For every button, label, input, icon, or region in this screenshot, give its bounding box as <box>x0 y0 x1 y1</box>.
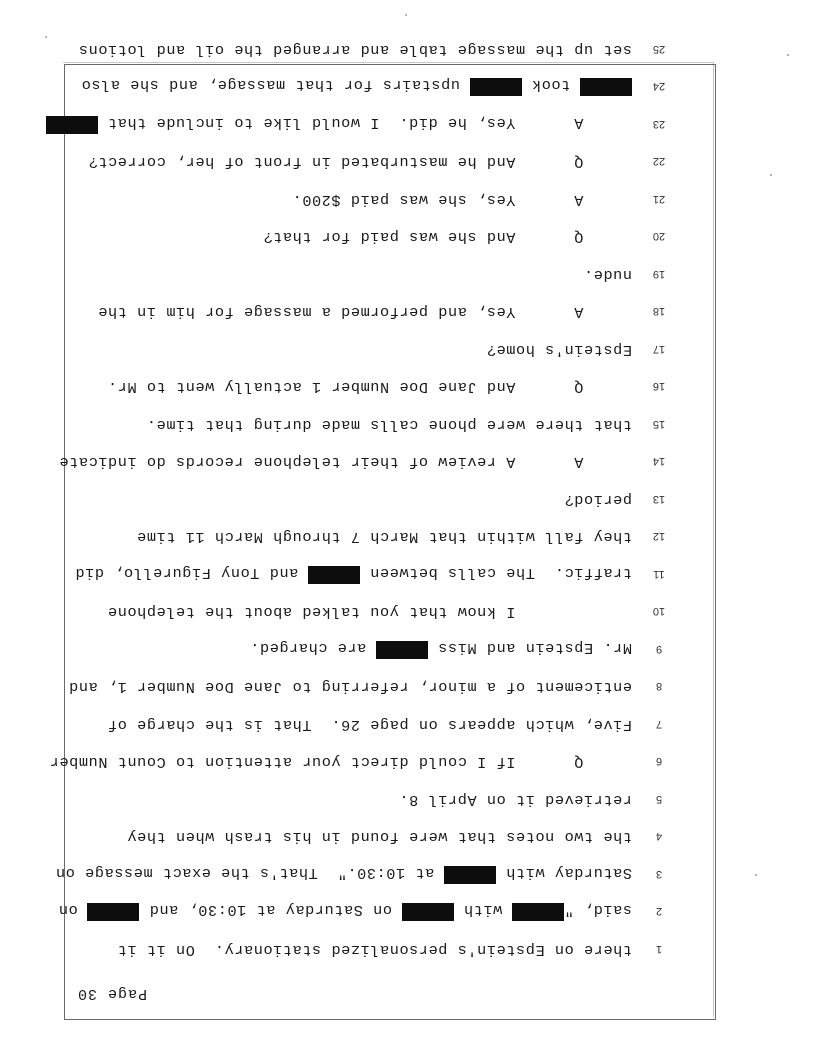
scan-speck <box>770 174 772 176</box>
line-text-segment: the two notes that were found in his trash when they <box>126 828 632 847</box>
line-number: 10 <box>652 605 666 618</box>
line-text <box>583 266 632 284</box>
line-text-segment: Q And Jane Doe Number 1 actually went to Mr. <box>107 378 632 397</box>
line-text <box>486 341 632 359</box>
line-number: 16 <box>652 380 666 393</box>
line-text-segment: on Saturday at 10:30, and <box>139 901 402 920</box>
line-number: 6 <box>655 755 663 768</box>
line-number: 7 <box>655 718 663 730</box>
line-number: 13 <box>652 493 666 505</box>
line-number: 5 <box>655 793 663 805</box>
line-text <box>88 154 632 172</box>
line-number: 18 <box>652 305 666 318</box>
redaction-block <box>444 866 496 884</box>
line-number: 9 <box>655 643 663 655</box>
line-text <box>399 791 632 809</box>
scan-speck <box>755 874 757 876</box>
line-text-segment: A Yes, she was paid $200. <box>292 191 632 209</box>
line-text <box>46 114 632 134</box>
line-text-segment: are charged. <box>249 639 376 657</box>
line-text-segment: there on Epstein's personalized stationary. On it it <box>117 941 632 959</box>
redaction-block <box>470 79 522 97</box>
line-text <box>250 639 632 659</box>
line-text-segment: that there were phone calls made during that time. <box>146 416 632 434</box>
line-text <box>81 77 632 97</box>
line-text <box>69 679 632 697</box>
page-number: Page 30 <box>77 985 148 1002</box>
line-text <box>75 564 632 584</box>
line-text <box>137 529 632 547</box>
line-text <box>78 41 632 59</box>
line-number: 11 <box>653 568 665 580</box>
line-text <box>107 716 632 734</box>
line-text-segment: retrieved it on April 8. <box>398 791 632 809</box>
line-text-segment: at 10:30." That's the exact message on <box>55 864 444 882</box>
line-text-segment: Mr. Epstein and Miss <box>428 639 632 657</box>
line-text <box>49 754 632 772</box>
line-number: 21 <box>652 193 666 205</box>
line-text-segment: period? <box>564 491 632 509</box>
redaction-block <box>580 79 632 97</box>
line-number: 1 <box>655 943 663 955</box>
line-text-segment: on <box>58 901 88 920</box>
line-text-segment: A A review of their telephone records do indicate <box>58 453 632 472</box>
redaction-block <box>308 566 360 584</box>
line-number: 15 <box>652 418 666 430</box>
line-text-segment: upstairs for that massage, and she also <box>81 76 470 95</box>
line-number: 22 <box>652 155 666 168</box>
line-text-segment: I know that you talked about the telephone <box>107 603 632 622</box>
line-number: 20 <box>652 230 666 243</box>
line-text-segment: said, " <box>564 901 632 920</box>
line-number: 24 <box>652 80 666 93</box>
line-text-segment: Q And he masturbated in front of her, correct? <box>88 153 632 172</box>
line-number: 2 <box>655 905 663 918</box>
redaction-block <box>402 904 454 922</box>
line-text-segment: set up the massage table and arranged the oil and lotions <box>78 41 632 59</box>
line-number: 3 <box>655 868 663 880</box>
redaction-block <box>87 904 139 922</box>
scan-speck <box>787 54 789 56</box>
line-text-segment: took <box>521 76 580 95</box>
line-text-segment: A Yes, he did. I would like to include that <box>97 114 632 132</box>
line-text <box>55 864 632 884</box>
line-number: 12 <box>652 530 666 543</box>
line-text <box>107 379 632 397</box>
redaction-block <box>376 641 428 659</box>
line-number: 23 <box>652 118 666 130</box>
line-number: 14 <box>652 455 666 468</box>
redaction-block <box>512 904 564 922</box>
line-text <box>107 604 632 622</box>
line-text <box>292 191 632 209</box>
line-text <box>263 229 632 247</box>
line-text-segment: A Yes, and performed a massage for him in the <box>97 303 632 322</box>
line-text <box>58 902 632 922</box>
line-text <box>98 304 632 322</box>
scan-speck <box>405 14 407 16</box>
line-text <box>564 491 632 509</box>
line-text <box>146 416 632 434</box>
line-text <box>117 941 632 959</box>
line-text <box>127 829 632 847</box>
line-number: 4 <box>655 830 663 843</box>
redaction-block <box>46 116 98 134</box>
line-text-segment: traffic. The calls between <box>360 564 632 582</box>
scan-speck <box>45 36 47 38</box>
line-text-segment: with <box>453 901 512 920</box>
line-text-segment: Five, which appears on page 26. That is the charge of <box>107 716 632 734</box>
line-text-segment: Epstein's home? <box>486 341 632 359</box>
line-text-segment: enticement of a minor, referring to Jane Doe Number 1, and <box>68 678 632 697</box>
line-text-segment: Saturday with <box>496 864 632 882</box>
line-number: 19 <box>652 268 666 280</box>
line-text-segment: and Tony Figurello, did <box>74 564 308 582</box>
line-text-segment: nude. <box>583 266 632 284</box>
line-number: 25 <box>652 43 666 55</box>
line-number: 8 <box>655 680 663 693</box>
line-text-segment: Q If I could direct your attention to Count Number <box>49 753 632 772</box>
line-number: 17 <box>652 343 666 355</box>
line-text-segment: they fall within that March 7 through March 11 time <box>136 528 632 547</box>
line-text <box>59 454 632 472</box>
line-text-segment: Q And she was paid for that? <box>262 228 632 247</box>
